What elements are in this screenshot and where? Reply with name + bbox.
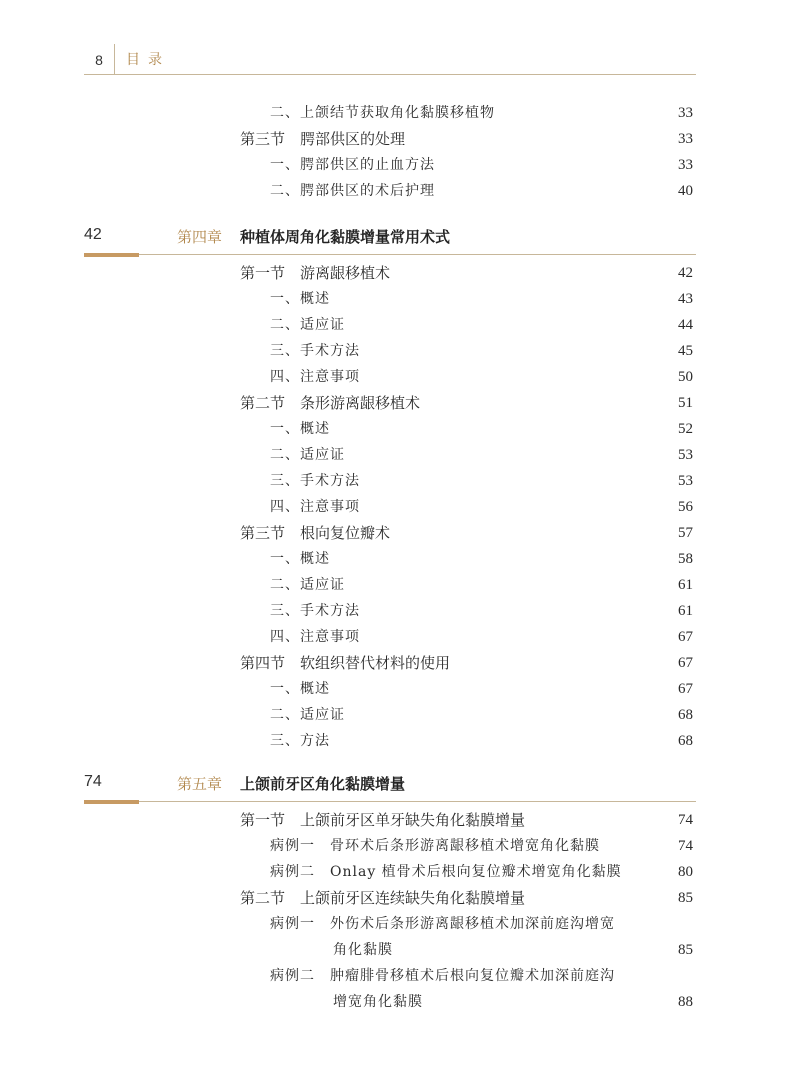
toc-entry-page: 68 — [678, 733, 693, 749]
toc-entry-page: 52 — [678, 421, 693, 437]
toc-entry-page: 61 — [678, 577, 693, 593]
chapter-number: 第四章 — [177, 229, 223, 246]
chapter-title: 上颌前牙区角化黏膜增量 — [240, 776, 406, 793]
toc-entry[interactable] — [0, 364, 790, 390]
toc-entry-page: 45 — [678, 343, 693, 359]
toc-entry-label: 二、适应证 — [270, 577, 345, 593]
toc-entry[interactable] — [0, 676, 790, 702]
toc-case-continuation-label: 增宽角化黏膜 — [333, 994, 423, 1010]
toc-entry[interactable] — [0, 468, 790, 494]
toc-section-page: 33 — [678, 131, 693, 147]
toc-entry-label: 二、适应证 — [270, 707, 345, 723]
toc-entry-page: 33 — [678, 157, 693, 173]
toc-entry-page: 43 — [678, 291, 693, 307]
toc-entry[interactable] — [0, 416, 790, 442]
toc-case-page: 74 — [678, 838, 693, 854]
toc-section-label: 第一节 上颌前牙区单牙缺失角化黏膜增量 — [240, 811, 526, 829]
toc-entry-page: 53 — [678, 473, 693, 489]
toc-entry-label: 二、适应证 — [270, 447, 345, 463]
toc-section[interactable] — [0, 520, 790, 546]
toc-case[interactable] — [0, 963, 790, 989]
toc-section-label: 第一节 游离龈移植术 — [240, 264, 391, 282]
toc-entry[interactable] — [0, 100, 790, 126]
toc-section-label: 第四节 软组织替代材料的使用 — [240, 654, 451, 672]
chapter-accent-bar — [84, 800, 139, 804]
toc-entry[interactable] — [0, 178, 790, 204]
toc-section-label: 第三节 腭部供区的处理 — [240, 130, 406, 148]
toc-entry-label: 二、适应证 — [270, 317, 345, 333]
toc-case[interactable] — [0, 833, 790, 859]
toc-section-label: 第二节 上颌前牙区连续缺失角化黏膜增量 — [240, 889, 526, 907]
header-title: 目录 — [126, 52, 170, 68]
chapter-number: 第五章 — [177, 776, 223, 793]
toc-entry[interactable] — [0, 572, 790, 598]
toc-entry-label: 一、概述 — [270, 681, 330, 697]
toc-case-label: 病例二 肿瘤腓骨移植术后根向复位瓣术加深前庭沟 — [270, 968, 615, 984]
toc-entry-label: 二、上颌结节获取角化黏膜移植物 — [270, 105, 495, 121]
chapter-page: 42 — [84, 226, 102, 243]
page-header — [84, 44, 696, 75]
toc-entry-page: 53 — [678, 447, 693, 463]
toc-entry-page: 50 — [678, 369, 693, 385]
toc-entry-page: 56 — [678, 499, 693, 515]
toc-entry-label: 四、注意事项 — [270, 629, 360, 645]
toc-case-label: 病例一 外伤术后条形游离龈移植术加深前庭沟增宽 — [270, 916, 615, 932]
toc-entry[interactable] — [0, 338, 790, 364]
toc-entry-page: 40 — [678, 183, 693, 199]
toc-entry-label: 四、注意事项 — [270, 499, 360, 515]
toc-section-label: 第三节 根向复位瓣术 — [240, 524, 391, 542]
toc-entry[interactable] — [0, 494, 790, 520]
toc-entry[interactable] — [0, 702, 790, 728]
toc-entry-page: 44 — [678, 317, 693, 333]
chapter-accent-bar — [84, 253, 139, 257]
toc-entry-page: 67 — [678, 629, 693, 645]
toc-entry[interactable] — [0, 728, 790, 754]
toc-case-page: 80 — [678, 864, 693, 880]
chapter-title: 种植体周角化黏膜增量常用术式 — [240, 229, 451, 246]
toc-section[interactable] — [0, 126, 790, 152]
toc-entry-label: 一、概述 — [270, 421, 330, 437]
toc-entry-label: 一、概述 — [270, 551, 330, 567]
toc-entry-label: 一、概述 — [270, 291, 330, 307]
toc-case-continuation[interactable] — [0, 937, 790, 963]
toc-entry-label: 三、方法 — [270, 733, 330, 749]
toc-entry-page: 61 — [678, 603, 693, 619]
toc-case[interactable] — [0, 859, 790, 885]
toc-section-label: 第二节 条形游离龈移植术 — [240, 394, 421, 412]
header-page-number: 8 — [84, 44, 115, 74]
toc-case-label: 病例一 骨环术后条形游离龈移植术增宽角化黏膜 — [270, 838, 600, 854]
toc-entry-label: 二、腭部供区的术后护理 — [270, 183, 435, 199]
toc-section-page: 42 — [678, 265, 693, 281]
toc-entry-label: 三、手术方法 — [270, 343, 360, 359]
toc-entry-label: 三、手术方法 — [270, 603, 360, 619]
toc-section[interactable] — [0, 807, 790, 833]
toc-case-label: 病例二 Onlay 植骨术后根向复位瓣术增宽角化黏膜 — [270, 864, 622, 880]
toc-entry[interactable] — [0, 624, 790, 650]
toc-section-page: 57 — [678, 525, 693, 541]
toc-case[interactable] — [0, 911, 790, 937]
chapter-heading[interactable] — [84, 224, 696, 255]
toc-entry[interactable] — [0, 152, 790, 178]
toc-entry-label: 一、腭部供区的止血方法 — [270, 157, 435, 173]
toc-entry-page: 33 — [678, 105, 693, 121]
toc-case-continuation-label: 角化黏膜 — [333, 942, 393, 958]
toc-entry-label: 四、注意事项 — [270, 369, 360, 385]
toc-section[interactable] — [0, 885, 790, 911]
toc-section[interactable] — [0, 390, 790, 416]
toc-section-page: 67 — [678, 655, 693, 671]
toc-entry-label: 三、手术方法 — [270, 473, 360, 489]
toc-section[interactable] — [0, 260, 790, 286]
toc-entry[interactable] — [0, 546, 790, 572]
toc-case-page: 88 — [678, 994, 693, 1010]
chapter-page: 74 — [84, 773, 102, 790]
toc-entry[interactable] — [0, 286, 790, 312]
toc-section-page: 85 — [678, 890, 693, 906]
chapter-heading[interactable] — [84, 771, 696, 802]
toc-section-page: 51 — [678, 395, 693, 411]
toc-case-continuation[interactable] — [0, 989, 790, 1015]
toc-entry[interactable] — [0, 598, 790, 624]
toc-section-page: 74 — [678, 812, 693, 828]
toc-section[interactable] — [0, 650, 790, 676]
toc-case-page: 85 — [678, 942, 693, 958]
toc-entry-page: 68 — [678, 707, 693, 723]
toc-entry[interactable] — [0, 312, 790, 338]
toc-entry[interactable] — [0, 442, 790, 468]
toc-entry-page: 67 — [678, 681, 693, 697]
toc-entry-page: 58 — [678, 551, 693, 567]
